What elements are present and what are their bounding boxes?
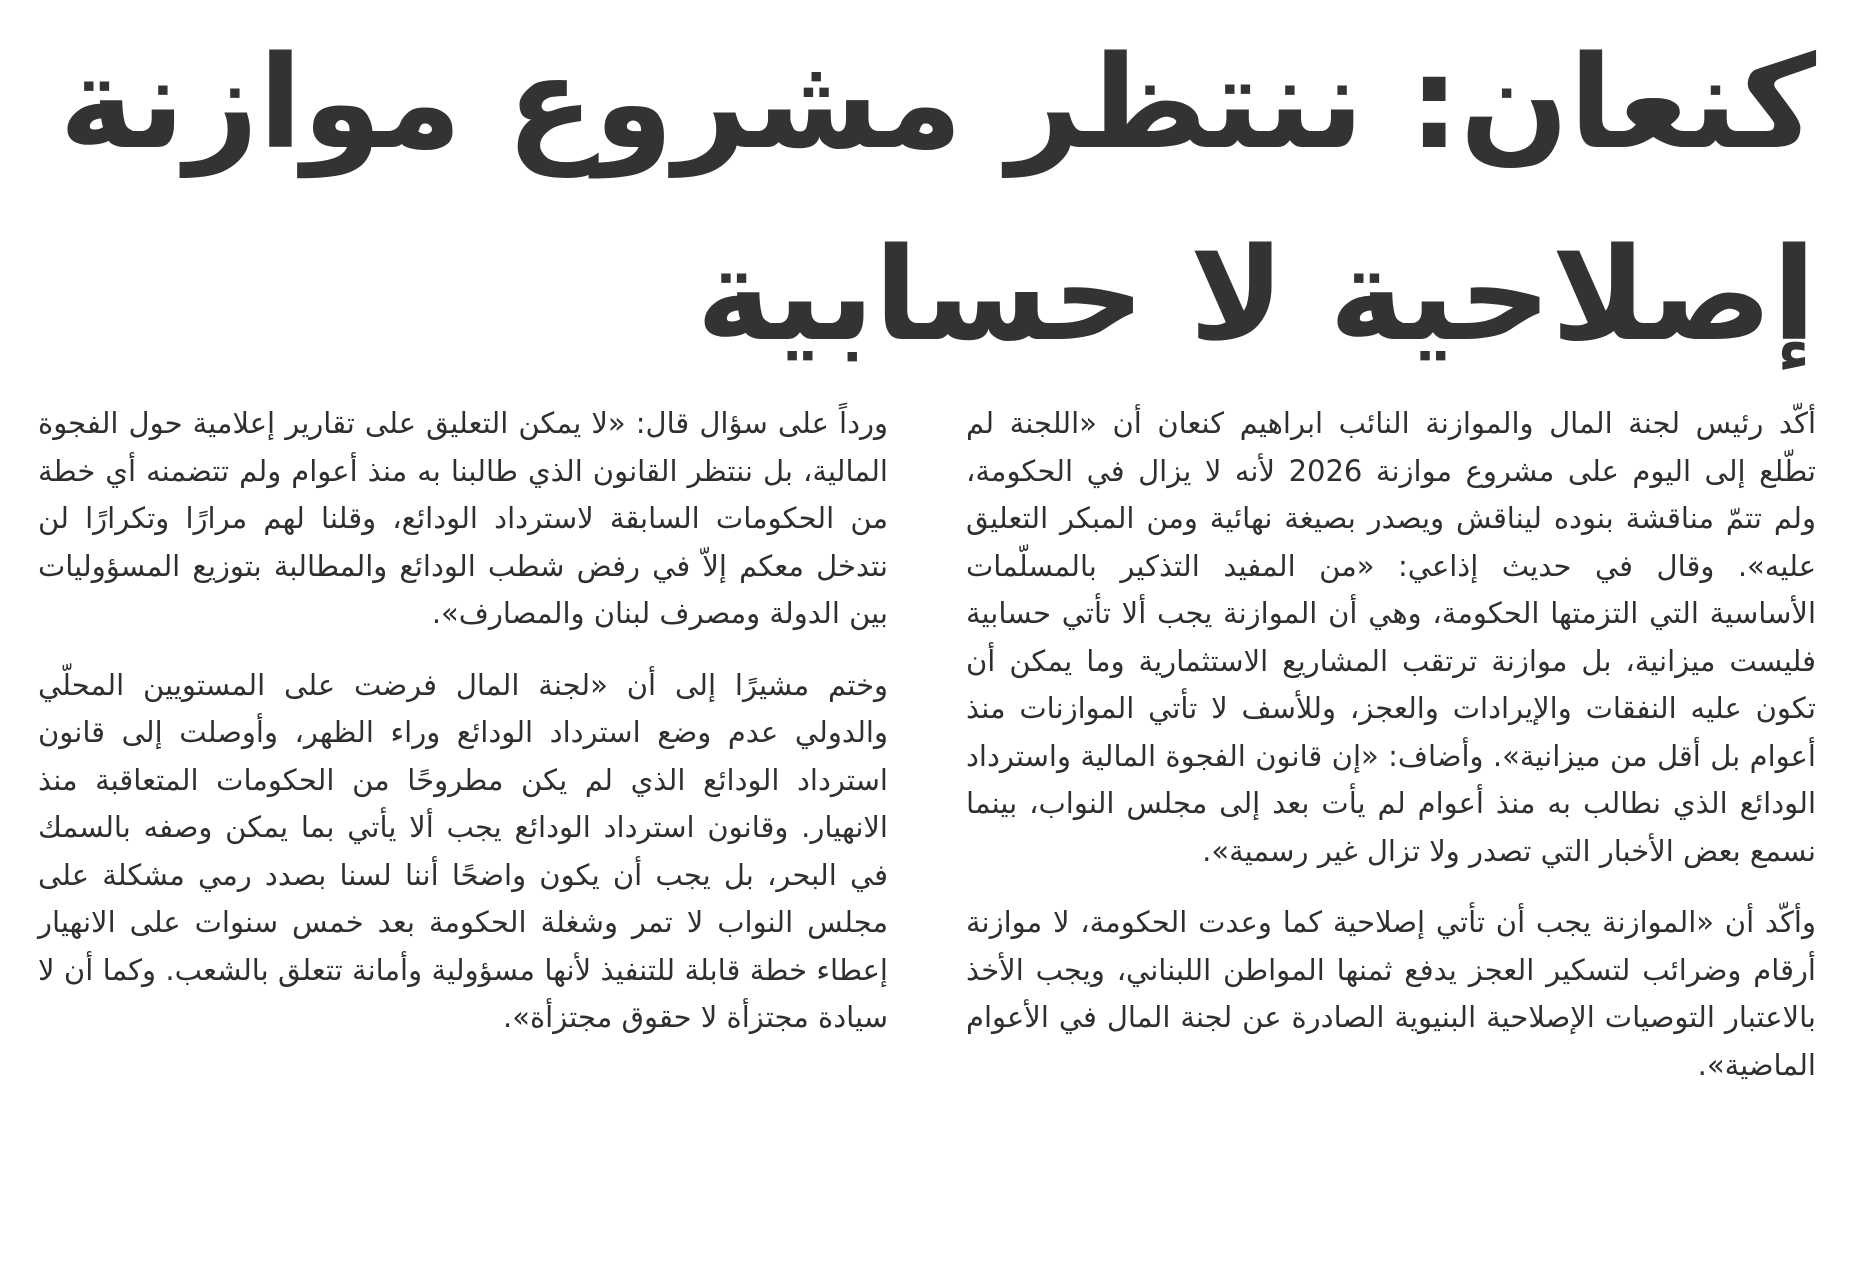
paragraph: وختم مشيرًا إلى أن «لجنة المال فرضت على المستويين المحلّي والدولي عدم وضع استرداد الودائع وراء الظهر، وأوصلت إلى قانون استرداد الودائع الذي لم يكن مطروحًا من الحكومات المتعاقبة منذ الانهيار. وقانون استرداد الودائع يجب ألا يأتي بما يمكن وصفه بالسمك في البحر، بل يجب أن يكون واضحًا أننا لسنا بصدد رمي مشكلة على مجلس النواب لا تمر وشغلة الحكومة بعد خمس سنوات على الانهيار إعطاء خطة قابلة للتنفيذ لأنها مسؤولية وأمانة تتعلق بالشعب. وكما أن لا سيادة مجتزأة لا حقوق مجتزأة». [38,667,888,1034]
headline-line-2: إصلاحية لا حسابية [696,221,1816,370]
article-column-left [38,400,888,1066]
paragraph: أكّد رئيس لجنة المال والموازنة النائب ابراهيم كنعان أن «اللجنة لم تطّلع إلى اليوم على مشروع موازنة 2026 لأنه لا يزال في الحكومة، ولم تتمّ مناقشة بنوده ليناقش ويصدر بصيغة نهائية ومن المبكر التعليق عليه». وقال في حديث إذاعي: «من المفيد التذكير بالمسلّمات الأساسية التي التزمتها الحكومة، وهي أن الموازنة يجب ألا تأتي حسابية فليست ميزانية، بل موازنة ترتقب المشاريع الاستثمارية وما يمكن أن تكون عليه النفقات والإيرادات والعجز، وللأسف لا تأتي الموازنات منذ أعوام بل أقل من ميزانية». وأضاف: «إن قانون الفجوة المالية واسترداد الودائع الذي نطالب به منذ أعوام لم يأت بعد إلى مجلس النواب، بينما نسمع بعض الأخبار التي تصدر ولا تزال غير رسمية». [966,406,1816,868]
paragraph: ورداً على سؤال قال: «لا يمكن التعليق على تقارير إعلامية حول الفجوة المالية، بل ننتظر القانون الذي طالبنا به منذ أعوام ولم تتضمنه أي خطة من الحكومات السابقة لاسترداد الودائع، وقلنا لهم مرارًا وتكرارًا لن نتدخل معكم إلاّ في رفض شطب الودائع والمطالبة بتوزيع المسؤوليات بين الدولة ومصرف لبنان والمصارف». [38,406,888,630]
headline-line-1: كنعان: ننتظر مشروع موازنة [59,29,1816,178]
article-column-right [966,400,1816,1113]
article-headline [59,8,1816,392]
paragraph: وأكّد أن «الموازنة يجب أن تأتي إصلاحية كما وعدت الحكومة، لا موازنة أرقام وضرائب لتسكير العجز يدفع ثمنها المواطن اللبناني، ويجب الأخذ بالاعتبار التوصيات الإصلاحية البنيوية الصادرة عن لجنة المال في الأعوام الماضية». [966,905,1816,1082]
